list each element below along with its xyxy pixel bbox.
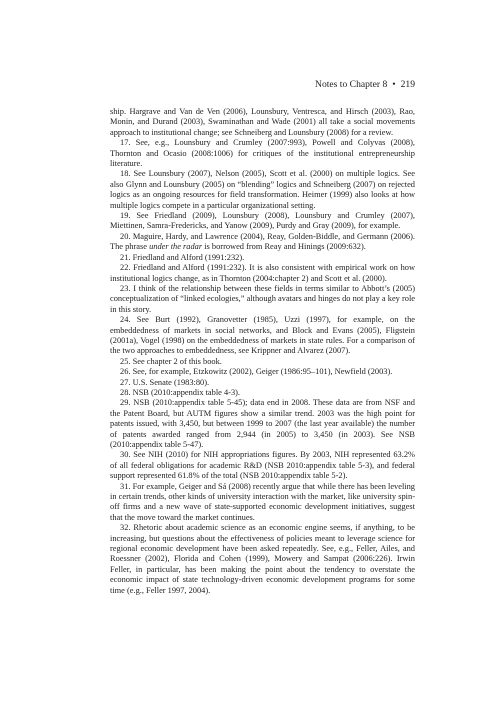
note-17: 17. See, e.g., Lounsbury and Crumley (2007:993), Powell and Colyvas (2008), Thornton and Ocasio (2008:1006) for critiques of the institutional entrepreneurship literature.	[110, 138, 415, 169]
running-title: Notes to Chapter 8	[315, 79, 388, 90]
running-head	[110, 79, 415, 90]
note-22: 22. Friedland and Alford (1991:232). It is also consistent with empirical work on how institutional logics change, as in Thornton (2004:chapter 2) and Scott et al. (2000).	[110, 263, 415, 283]
note-19: 19. See Friedland (2009), Lounsbury (2008), Lounsbury and Crumley (2007), Miettinen, Samra-Fredericks, and Yanow (2009), Purdy and Gray (2009), for example.	[110, 211, 415, 231]
header-separator: •	[392, 79, 396, 90]
note-21: 21. Friedland and Alford (1991:232).	[120, 252, 245, 262]
note-18: 18. See Lounsbury (2007), Nelson (2005), Scott et al. (2000) on multiple logics. See also Glynn and Lounsbury (2005) on “blending” logics and Schneiberg (2007) on rejected logics as an ongoing resources for field transformation. Heimer (1999) also looks at how multiple logics compete in a particular organizational setting.	[110, 169, 415, 210]
note-continued: ship. Hargrave and Van de Ven (2006), Lounsbury, Ventresca, and Hirsch (2003), Rao, Monin, and Durand (2003), Swaminathan and Wade (2001) all take a social movements approach to institutional change; see Schneiberg and Lounsbury (2008) for a review.	[110, 107, 415, 137]
note-27: 27. U.S. Senate (1983:80).	[120, 377, 210, 387]
note-32: 32. Rhetoric about academic science as an economic engine seems, if anything, to be increasing, but questions about the effectiveness of policies meant to leverage science for regional economic development have been asked repeatedly. See, e.g., Feller, Ailes, and Roessner (2002), Florida and Cohen (1999), Mowery and Sampat (2006:226). Irwin Feller, in particular, has been making the point about the tendency to overstate the economic impact of state technology-driven economic development programs for some time (e.g., Feller 1997, 2004).	[110, 523, 415, 595]
italic-phrase: under the radar	[149, 242, 203, 252]
note-31: 31. For example, Geiger and Sá (2008) recently argue that while there has been leveling in certain trends, other kinds of university interaction with the market, like university spin-off firms and a new wave of state-supported economic development initiatives, suggest that the move toward the market continues.	[110, 481, 415, 522]
note-25: 25. See chapter 2 of this book.	[120, 356, 222, 366]
note-24: 24. See Burt (1992), Granovetter (1985), Uzzi (1997), for example, on the embeddedness of markets in social networks, and Block and Evans (2005), Fligstein (2001a), Vogel (1998) on the embeddedness of markets in state rules. For a comparison of the two approaches to embeddedness, see Krippner and Alvarez (2007).	[110, 315, 415, 356]
note-28: 28. NSB (2010:appendix table 4-3).	[120, 387, 241, 397]
note-29: 29. NSB (2010:appendix table 5-45); data end in 2008. These data are from NSF and the Patent Board, but AUTM figures show a similar trend. 2003 was the high point for patents issued, with 3,450, but between 1999 to 2007 (the last year available) the number of patents awarded ranged from 2,944 (in 2005) to 3,450 (in 2003). See NSB (2010:appendix table 5-47).	[110, 398, 415, 449]
note-30: 30. See NIH (2010) for NIH appropriations figures. By 2003, NIH represented 63.2% of all federal obligations for academic R&D (NSB 2010:appendix table 5-3), and federal support represented 61.8% of the total (NSB 2010:appendix table 5-2).	[110, 450, 415, 481]
notes-body	[110, 107, 415, 596]
note-20: 20. Maguire, Hardy, and Lawrence (2004), Reay, Golden-Biddle, and Germann (2006). The phrase under the radar is borrowed from Reay and Hinings (2009:632).	[110, 231, 415, 252]
note-26: 26. See, for example, Etzkowitz (2002), Geiger (1986:95–101), Newfield (2003).	[120, 367, 393, 377]
page-number: 219	[400, 79, 415, 90]
note-23: 23. I think of the relationship between these fields in terms similar to Abbott’s (2005) conceptualization of “linked ecologies,” although avatars and hinges do not play a key role in this story.	[110, 283, 415, 314]
